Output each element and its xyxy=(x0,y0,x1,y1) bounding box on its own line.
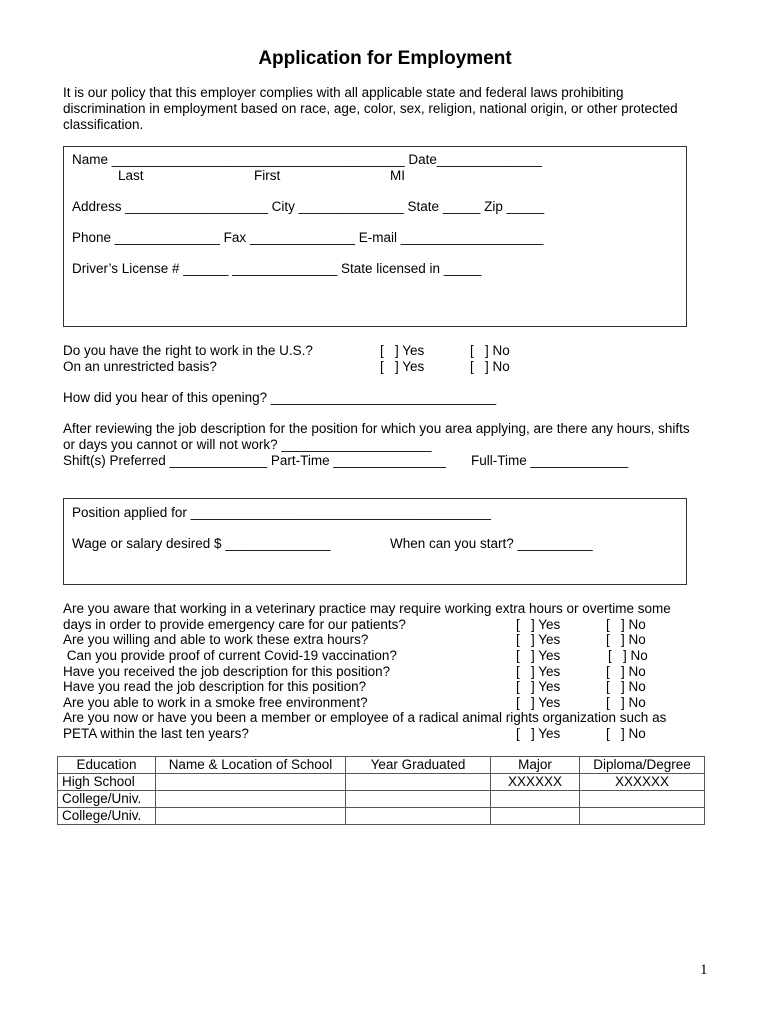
table-row xyxy=(58,774,705,791)
start-date-field[interactable]: When can you start? __________ xyxy=(390,536,593,551)
diploma-cell[interactable] xyxy=(580,808,705,825)
year-cell[interactable] xyxy=(346,791,491,808)
education-level: High School xyxy=(58,774,156,791)
unrestricted-question: On an unrestricted basis? xyxy=(63,359,217,374)
shift-parttime-field[interactable]: Shift(s) Preferred _____________ Part-Time _______________ xyxy=(63,453,447,468)
major-cell[interactable] xyxy=(491,808,580,825)
question-no-checkbox[interactable]: [ ] No xyxy=(606,695,646,710)
question-yes-checkbox[interactable]: [ ] Yes xyxy=(516,679,561,694)
work-right-yes-checkbox[interactable]: [ ] Yes xyxy=(380,343,425,358)
name-mi-label: MI xyxy=(390,168,405,183)
header-education: Education xyxy=(58,757,156,774)
work-right-no-checkbox[interactable]: [ ] No xyxy=(470,343,510,358)
header-school: Name & Location of School xyxy=(156,757,346,774)
question-text: Are you now or have you been a member or employee of a radical animal rights organization such as xyxy=(63,710,667,725)
question-text: Are you aware that working in a veterinary practice may require working extra hours or overtime some xyxy=(63,601,671,616)
table-header-row xyxy=(58,757,705,774)
page-number: 1 xyxy=(700,962,708,978)
header-year-graduated: Year Graduated xyxy=(346,757,491,774)
fulltime-field[interactable]: Full-Time _____________ xyxy=(471,453,629,468)
education-level: College/Univ. xyxy=(58,808,156,825)
header-diploma: Diploma/Degree xyxy=(580,757,705,774)
page-title: Application for Employment xyxy=(258,48,512,69)
policy-line-2: discrimination in employment based on race, age, color, sex, religion, national origin, or other protected xyxy=(63,101,678,116)
name-date-field[interactable]: Name _______________________________________ Date______________ xyxy=(72,152,542,167)
work-right-question: Do you have the right to work in the U.S.? xyxy=(63,343,313,358)
table-row xyxy=(58,808,705,825)
question-text: Have you received the job description for this position? xyxy=(63,664,391,679)
table-row xyxy=(58,791,705,808)
question-yes-checkbox[interactable]: [ ] Yes xyxy=(516,726,561,741)
question-text: days in order to provide emergency care for our patients? xyxy=(63,617,406,632)
education-table xyxy=(57,756,705,825)
school-cell[interactable] xyxy=(156,791,346,808)
name-last-label: Last xyxy=(118,168,144,183)
unrestricted-yes-checkbox[interactable]: [ ] Yes xyxy=(380,359,425,374)
diploma-cell[interactable] xyxy=(580,791,705,808)
question-no-checkbox[interactable]: [ ] No xyxy=(606,664,646,679)
question-no-checkbox[interactable]: [ ] No xyxy=(606,632,646,647)
question-yes-checkbox[interactable]: [ ] Yes xyxy=(516,632,561,647)
license-field[interactable]: Driver’s License # ______ ______________ State licensed in _____ xyxy=(72,261,482,276)
position-applied-field[interactable]: Position applied for ________________________________________ xyxy=(72,505,491,520)
major-cell: XXXXXX xyxy=(491,774,580,791)
question-yes-checkbox[interactable]: [ ] Yes xyxy=(516,664,561,679)
wage-field[interactable]: Wage or salary desired $ ______________ xyxy=(72,536,331,551)
question-no-checkbox[interactable]: [ ] No xyxy=(608,648,648,663)
question-yes-checkbox[interactable]: [ ] Yes xyxy=(516,648,561,663)
question-yes-checkbox[interactable]: [ ] Yes xyxy=(516,617,561,632)
question-yes-checkbox[interactable]: [ ] Yes xyxy=(516,695,561,710)
question-no-checkbox[interactable]: [ ] No xyxy=(606,617,646,632)
education-level: College/Univ. xyxy=(58,791,156,808)
unrestricted-no-checkbox[interactable]: [ ] No xyxy=(470,359,510,374)
question-text: Are you willing and able to work these extra hours? xyxy=(63,632,369,647)
school-cell[interactable] xyxy=(156,774,346,791)
phone-field[interactable]: Phone ______________ Fax ______________ E-mail ___________________ xyxy=(72,230,544,245)
question-no-checkbox[interactable]: [ ] No xyxy=(606,679,646,694)
question-text: Have you read the job description for this position? xyxy=(63,679,367,694)
question-no-checkbox[interactable]: [ ] No xyxy=(606,726,646,741)
year-cell[interactable] xyxy=(346,808,491,825)
major-cell[interactable] xyxy=(491,791,580,808)
address-field[interactable]: Address ___________________ City ______________ State _____ Zip _____ xyxy=(72,199,545,214)
hear-of-opening-field[interactable]: How did you hear of this opening? ______________________________ xyxy=(63,390,497,405)
school-cell[interactable] xyxy=(156,808,346,825)
question-text: PETA within the last ten years? xyxy=(63,726,249,741)
year-cell[interactable] xyxy=(346,774,491,791)
policy-line-3: classification. xyxy=(63,117,144,132)
question-text: Can you provide proof of current Covid-19 vaccination? xyxy=(63,648,397,663)
name-first-label: First xyxy=(254,168,281,183)
hours-question-line-1: After reviewing the job description for the position for which you area applying, are there any hours, shifts xyxy=(63,421,690,436)
diploma-cell: XXXXXX xyxy=(580,774,705,791)
header-major: Major xyxy=(491,757,580,774)
policy-line-1: It is our policy that this employer complies with all applicable state and federal laws prohibiting xyxy=(63,85,624,100)
hours-question-line-2[interactable]: or days you cannot or will not work? ____________________ xyxy=(63,437,432,452)
question-text: Are you able to work in a smoke free environment? xyxy=(63,695,368,710)
